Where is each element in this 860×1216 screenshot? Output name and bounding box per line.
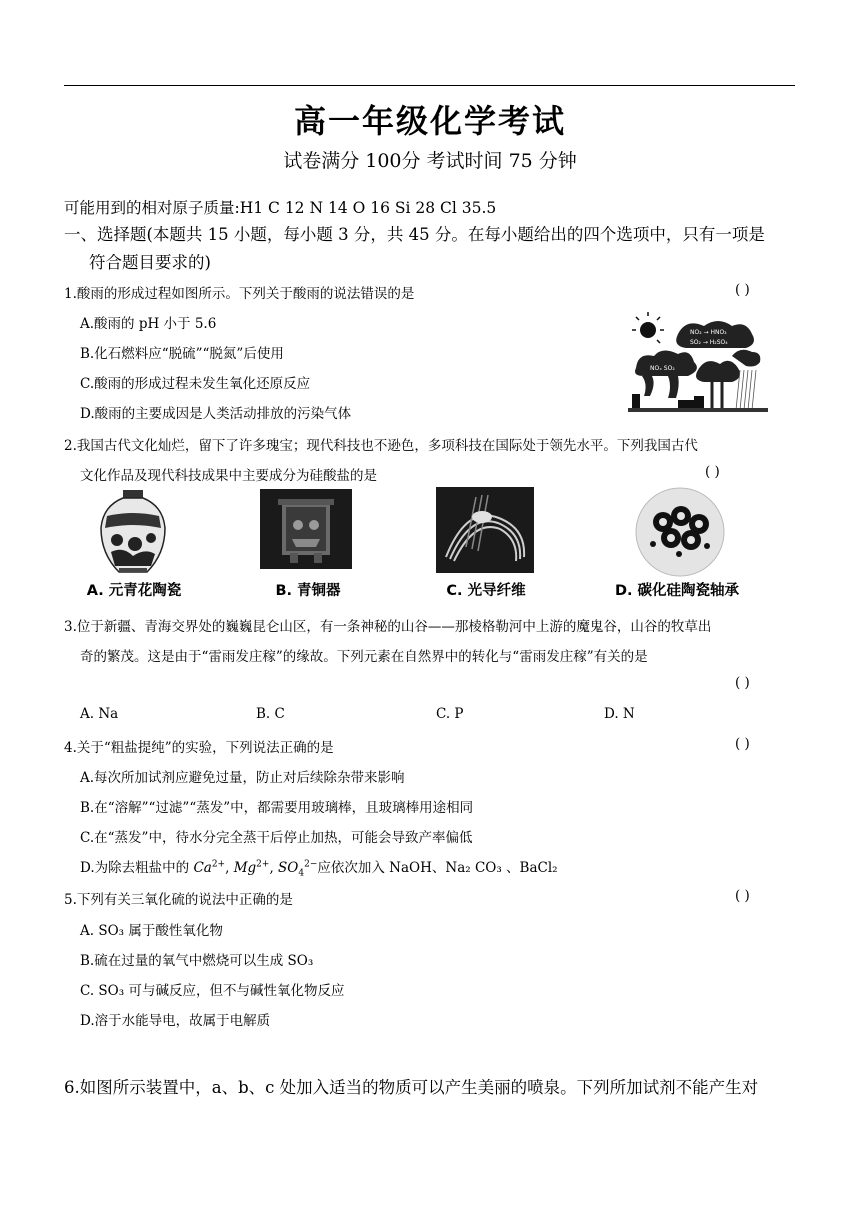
- q6-stem: 6.如图所示装置中，a、b、c 处加入适当的物质可以产生美丽的喷泉。下列所加试剂不能产生对: [64, 1078, 759, 1097]
- q5-answer-paren: ( ): [735, 888, 750, 904]
- exam-title: 高一年级化学考试: [293, 102, 566, 140]
- q4-option-d: D.为除去粗盐中的 $Ca^{2+}$, $Mg^{2+}$, $SO_4^{2-}$应依次加入 NaOH、Na₂ CO₃ 、BaCl₂: [80, 859, 558, 879]
- silicon-carbide-bearing-image: [629, 486, 731, 578]
- q3-option-a: A. Na: [80, 706, 119, 722]
- q3-option-d: D. N: [604, 706, 635, 722]
- svg-text:NO₂ → HNO₃: NO₂ → HNO₃: [690, 329, 727, 336]
- q4-option-a: A.每次所加试剂应避免过量，防止对后续除杂带来影响: [80, 770, 405, 786]
- q5-option-c: C. SO₃ 可与碱反应，但不与碱性氧化物反应: [80, 983, 345, 999]
- q3-stem-line2: 奇的繁茂。这是由于“雷雨发庄稼”的缘故。下列元素在自然界中的转化与“雷雨发庄稼”有关的是: [80, 649, 648, 665]
- q1-option-d: D.酸雨的主要成因是人类活动排放的污染气体: [80, 406, 352, 422]
- q1-stem: 1.酸雨的形成过程如图所示。下列关于酸雨的说法错误的是: [64, 286, 415, 302]
- svg-text:SO₂ → H₂SO₄: SO₂ → H₂SO₄: [690, 339, 728, 346]
- section-heading-line1: 一、选择题(本题共 15 小题，每小题 3 分，共 45 分。在每小题给出的四个选项中，只有一项是: [64, 225, 765, 244]
- bronze-ware-image: [260, 489, 352, 569]
- exam-subtitle: 试卷满分 100分 考试时间 75 分钟: [283, 150, 577, 172]
- q3-option-c: C. P: [436, 706, 464, 722]
- q2-caption-a: A. 元青花陶瓷: [86, 583, 182, 599]
- q5-option-b: B.硫在过量的氧气中燃烧可以生成 SO₃: [80, 953, 314, 969]
- q5-option-a: A. SO₃ 属于酸性氧化物: [80, 923, 223, 939]
- top-rule: [64, 85, 795, 86]
- q5-stem: 5.下列有关三氧化硫的说法中正确的是: [64, 892, 293, 908]
- q1-answer-paren: ( ): [735, 282, 750, 298]
- q2-stem-line2: 文化作品及现代科技成果中主要成分为硅酸盐的是: [80, 468, 377, 484]
- q4-answer-paren: ( ): [735, 736, 750, 752]
- q4-option-b: B.在“溶解”“过滤”“蒸发”中，都需要用玻璃棒，且玻璃棒用途相同: [80, 800, 474, 816]
- q2-caption-d: D. 碳化硅陶瓷轴承: [614, 583, 740, 599]
- blue-white-porcelain-image: [93, 488, 173, 576]
- acid-rain-figure: [628, 312, 768, 416]
- q4-option-c: C.在“蒸发”中，待水分完全蒸干后停止加热，可能会导致产率偏低: [80, 830, 473, 846]
- q2-caption-b: B. 青铜器: [275, 583, 341, 599]
- q1-option-a: A.酸雨的 pH 小于 5.6: [80, 316, 217, 332]
- q2-stem-line1: 2.我国古代文化灿烂，留下了许多瑰宝；现代科技也不逊色，多项科技在国际处于领先水平。下列我国古代: [64, 438, 698, 454]
- section-heading-line2: 符合题目要求的): [89, 253, 211, 272]
- svg-text:NOₓ SO₂: NOₓ SO₂: [650, 365, 675, 372]
- q5-option-d: D.溶于水能导电，故属于电解质: [80, 1013, 271, 1029]
- q4-stem: 4.关于“粗盐提纯”的实验，下列说法正确的是: [64, 740, 334, 756]
- optical-fiber-image: [436, 487, 534, 573]
- q2-caption-c: C. 光导纤维: [446, 583, 526, 599]
- q3-stem-line1: 3.位于新疆、青海交界处的巍巍昆仑山区，有一条神秘的山谷——那棱格勒河中上游的魔鬼谷，山谷的牧草出: [64, 619, 712, 635]
- q1-option-c: C.酸雨的形成过程未发生氧化还原反应: [80, 376, 311, 392]
- q2-answer-paren: ( ): [705, 464, 720, 480]
- q1-option-b: B.化石燃料应“脱硫”“脱氮”后使用: [80, 346, 284, 362]
- q3-answer-paren: ( ): [735, 675, 750, 691]
- q3-option-b: B. C: [256, 706, 285, 722]
- atomic-mass-line: 可能用到的相对原子质量:H1 C 12 N 14 O 16 Si 28 Cl 35.5: [64, 199, 497, 217]
